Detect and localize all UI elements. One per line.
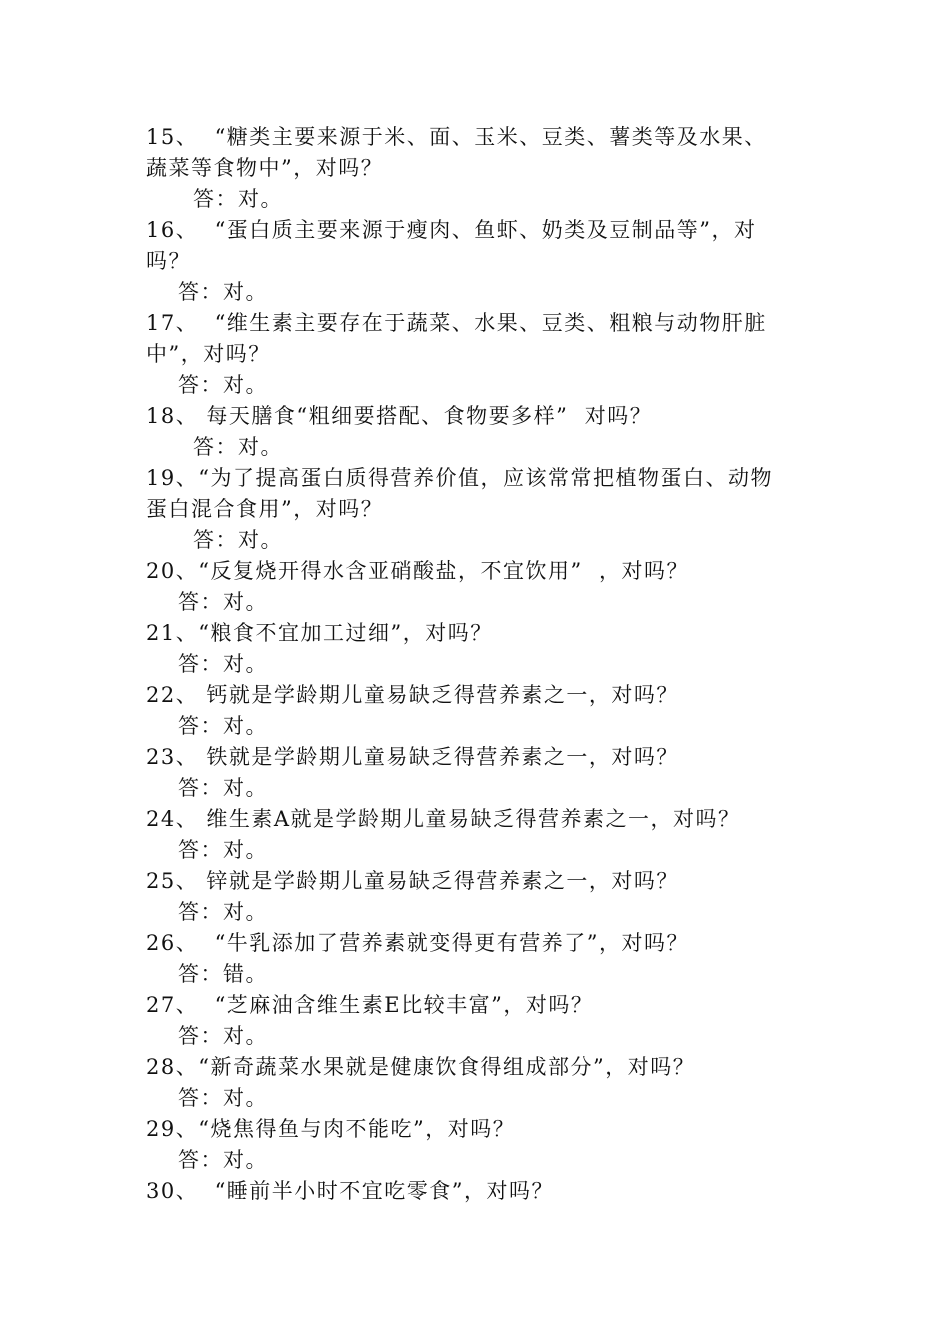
- answer-23: 答：对。: [178, 776, 268, 800]
- question-16-line-1: 16、 “蛋白质主要来源于瘦肉、鱼虾、奶类及豆制品等”，对: [146, 218, 757, 242]
- question-26: 26、 “牛乳添加了营养素就变得更有营养了”，对吗？: [146, 931, 690, 955]
- question-27: 27、 “芝麻油含维生素E比较丰富”，对吗？: [146, 993, 594, 1017]
- question-16-line-2: 吗？: [146, 249, 191, 273]
- answer-22: 答：对。: [178, 714, 268, 738]
- question-23: 23、 铁就是学龄期儿童易缺乏得营养素之一，对吗？: [146, 745, 679, 769]
- question-19-line-2: 蛋白混合食用”，对吗？: [146, 497, 384, 521]
- answer-29: 答：对。: [178, 1148, 268, 1172]
- question-15-line-2: 蔬菜等食物中”，对吗？: [146, 156, 384, 180]
- question-15-line-1: 15、 “糖类主要来源于米、面、玉米、豆类、薯类等及水果、: [146, 125, 767, 149]
- answer-20: 答：对。: [178, 590, 268, 614]
- answer-27: 答：对。: [178, 1024, 268, 1048]
- answer-18: 答：对。: [193, 435, 283, 459]
- answer-17: 答：对。: [178, 373, 268, 397]
- question-17-line-1: 17、 “维生素主要存在于蔬菜、水果、豆类、粗粮与动物肝脏: [146, 311, 767, 335]
- answer-19: 答：对。: [193, 528, 283, 552]
- answer-16: 答：对。: [178, 280, 268, 304]
- question-24: 24、 维生素A就是学龄期儿童易缺乏得营养素之一，对吗？: [146, 807, 741, 831]
- answer-21: 答：对。: [178, 652, 268, 676]
- question-22: 22、 钙就是学龄期儿童易缺乏得营养素之一，对吗？: [146, 683, 679, 707]
- question-20: 20、“反复烧开得水含亚硝酸盐，不宜饮用” ，对吗？: [146, 559, 690, 583]
- answer-25: 答：对。: [178, 900, 268, 924]
- question-30: 30、 “睡前半小时不宜吃零食”，对吗？: [146, 1179, 555, 1203]
- question-17-line-2: 中”，对吗？: [146, 342, 271, 366]
- answer-26: 答：错。: [178, 962, 268, 986]
- answer-15: 答：对。: [193, 187, 283, 211]
- question-25: 25、 锌就是学龄期儿童易缺乏得营养素之一，对吗？: [146, 869, 679, 893]
- question-28: 28、“新奇蔬菜水果就是健康饮食得组成部分”，对吗？: [146, 1055, 696, 1079]
- answer-28: 答：对。: [178, 1086, 268, 1110]
- answer-24: 答：对。: [178, 838, 268, 862]
- question-18: 18、 每天膳食“粗细要搭配、食物要多样” 对吗？: [146, 404, 653, 428]
- question-19-line-1: 19、“为了提高蛋白质得营养价值，应该常常把植物蛋白、动物: [146, 466, 773, 490]
- question-21: 21、“粮食不宜加工过细”，对吗？: [146, 621, 493, 645]
- question-29: 29、“烧焦得鱼与肉不能吃”，对吗？: [146, 1117, 516, 1141]
